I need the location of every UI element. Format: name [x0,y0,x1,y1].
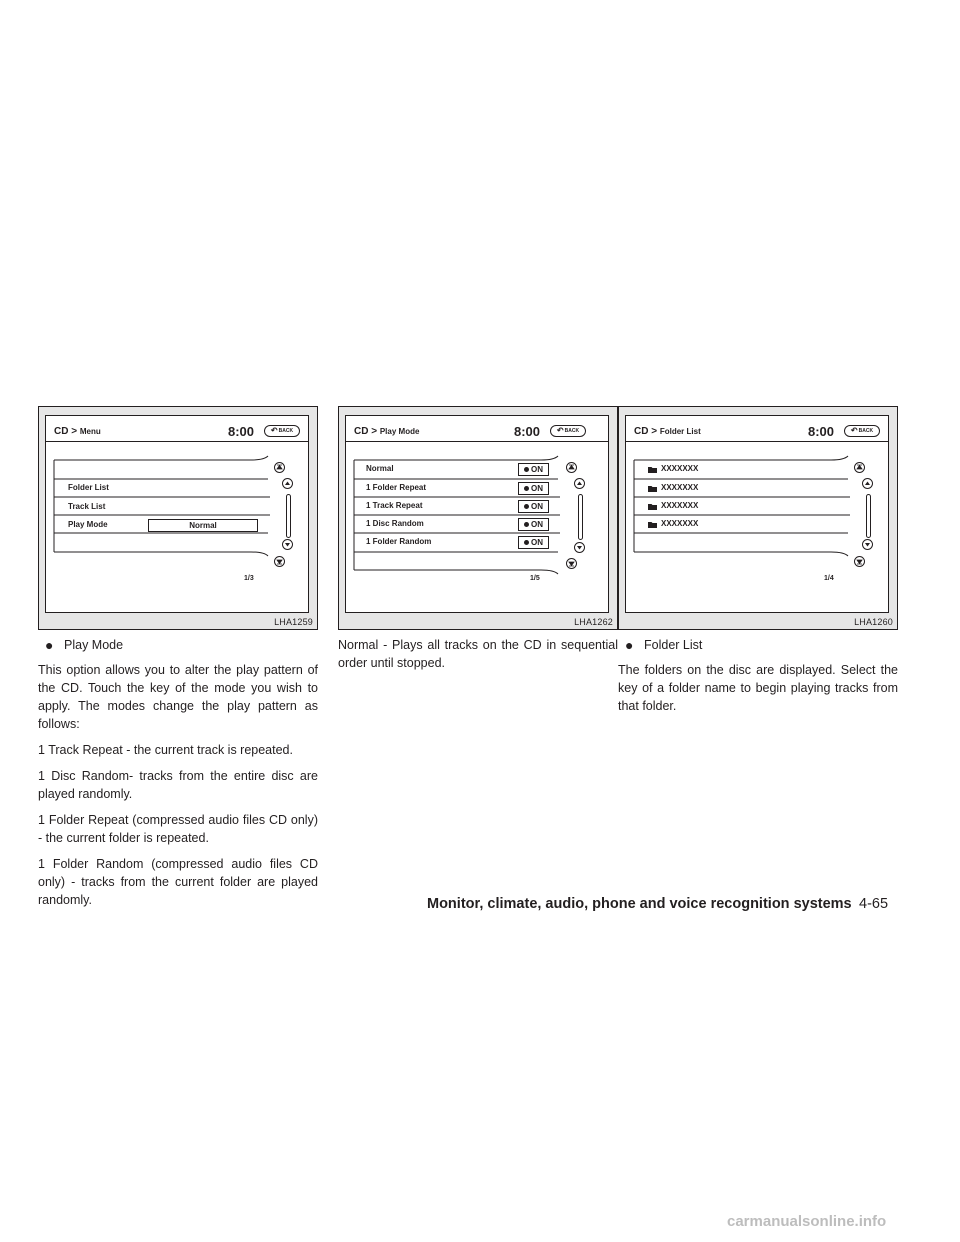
folder-item[interactable]: XXXXXXX [661,464,699,473]
back-arrow-icon: ↶ [270,426,278,435]
menu-item-folder-list[interactable]: Folder List [68,483,109,492]
clock: 8:00 [228,424,255,439]
scroll-up-icon[interactable] [282,478,293,489]
figure-cd-folder-list [618,406,898,630]
indicator-dot-icon [524,467,529,472]
back-button[interactable]: ↶ BACK [264,425,300,437]
clock: 8:00 [808,424,835,439]
page-indicator: 1/5 [530,575,540,582]
scroll-up-icon[interactable] [862,478,873,489]
page-indicator: 1/3 [244,575,254,582]
indicator-dot-icon [524,540,529,545]
bullet-folder-list: ● Folder List [625,637,703,653]
figure-id: LHA1260 [854,617,893,627]
paragraph: This option allows you to alter the play pattern of the CD. Touch the key of the mode you wish to apply. The modes change the play pattern as follows: [38,663,318,731]
folder-icon [648,504,657,510]
paragraph: 1 Disc Random- tracks from the entire disc are played randomly. [38,769,318,801]
folder-icon [648,486,657,492]
scroll-down-icon[interactable] [574,542,585,553]
section-title: Monitor, climate, audio, phone and voice recognition systems [427,896,852,912]
figure-id: LHA1262 [574,617,613,627]
on-toggle[interactable]: ON [518,536,549,549]
screen-title: CD > Menu [54,426,101,437]
page-number: 4-65 [859,896,889,912]
page-up-icon[interactable] [854,462,865,473]
scroll-down-icon[interactable] [282,539,293,550]
figure-cd-menu [38,406,318,630]
page-up-icon[interactable] [274,462,285,473]
folder-item[interactable]: XXXXXXX [661,519,699,528]
column-middle [338,636,618,680]
indicator-dot-icon [524,522,529,527]
on-toggle[interactable]: ON [518,518,549,531]
column-left [38,636,318,917]
scroll-up-icon[interactable] [574,478,585,489]
watermark: carmanualsonline.info [727,1213,887,1230]
scroll-down-icon[interactable] [862,539,873,550]
screen-frame-lines [346,416,609,613]
mode-1-folder-random[interactable]: 1 Folder Random [366,537,432,546]
page-down-icon[interactable] [566,558,577,569]
column-right [618,636,898,723]
scrollbar[interactable] [286,494,291,538]
header-divider [46,441,308,442]
paragraph: 1 Folder Repeat (compressed audio files CD only) - the current folder is repeated. [38,813,318,845]
figure-cd-play-mode [338,406,618,630]
back-button[interactable]: ↶ BACK [844,425,880,437]
mode-1-track-repeat[interactable]: 1 Track Repeat [366,501,423,510]
mode-1-folder-repeat[interactable]: 1 Folder Repeat [366,483,427,492]
indicator-dot-icon [524,486,529,491]
paragraph: The folders on the disc are displayed. Select the key of a folder name to begin playing tracks from that folder. [618,663,898,713]
figure-id: LHA1259 [274,617,313,627]
bullet-marker: ● [45,637,54,653]
folder-icon [648,467,657,473]
page-down-icon[interactable] [274,556,285,567]
folder-item[interactable]: XXXXXXX [661,483,699,492]
paragraph: 1 Folder Random (compressed audio files CD only) - tracks from the current folder are played randomly. [38,857,318,907]
cd-folder-list-screen [625,415,889,613]
folder-item[interactable]: XXXXXXX [661,501,699,510]
screen-title: CD > Folder List [634,426,701,437]
bullet-marker: ● [625,637,634,653]
header-divider [346,441,608,442]
page-indicator: 1/4 [824,575,834,582]
page-up-icon[interactable] [566,462,577,473]
back-arrow-icon: ↶ [556,426,564,435]
back-button[interactable]: ↶ BACK [550,425,586,437]
menu-item-play-mode[interactable]: Play Mode [68,520,108,529]
on-toggle[interactable]: ON [518,463,549,476]
mode-1-disc-random[interactable]: 1 Disc Random [366,519,424,528]
on-toggle[interactable]: ON [518,500,549,513]
play-mode-value: Normal [148,519,258,532]
cd-menu-screen [45,415,309,613]
on-toggle[interactable]: ON [518,482,549,495]
back-arrow-icon: ↶ [850,426,858,435]
scrollbar[interactable] [866,494,871,538]
menu-item-track-list[interactable]: Track List [68,502,106,511]
paragraph: Normal - Plays all tracks on the CD in sequential order until stopped. [338,638,618,670]
clock: 8:00 [514,424,541,439]
bullet-play-mode: ● Play Mode [45,637,124,653]
screen-title: CD > Play Mode [354,426,420,437]
header-divider [626,441,888,442]
page-down-icon[interactable] [854,556,865,567]
mode-normal[interactable]: Normal [366,464,394,473]
indicator-dot-icon [524,504,529,509]
folder-icon [648,522,657,528]
paragraph: 1 Track Repeat - the current track is repeated. [38,743,293,757]
screen-frame-lines [626,416,889,613]
scrollbar[interactable] [578,494,583,540]
screen-frame-lines [46,416,309,613]
cd-play-mode-screen [345,415,609,613]
